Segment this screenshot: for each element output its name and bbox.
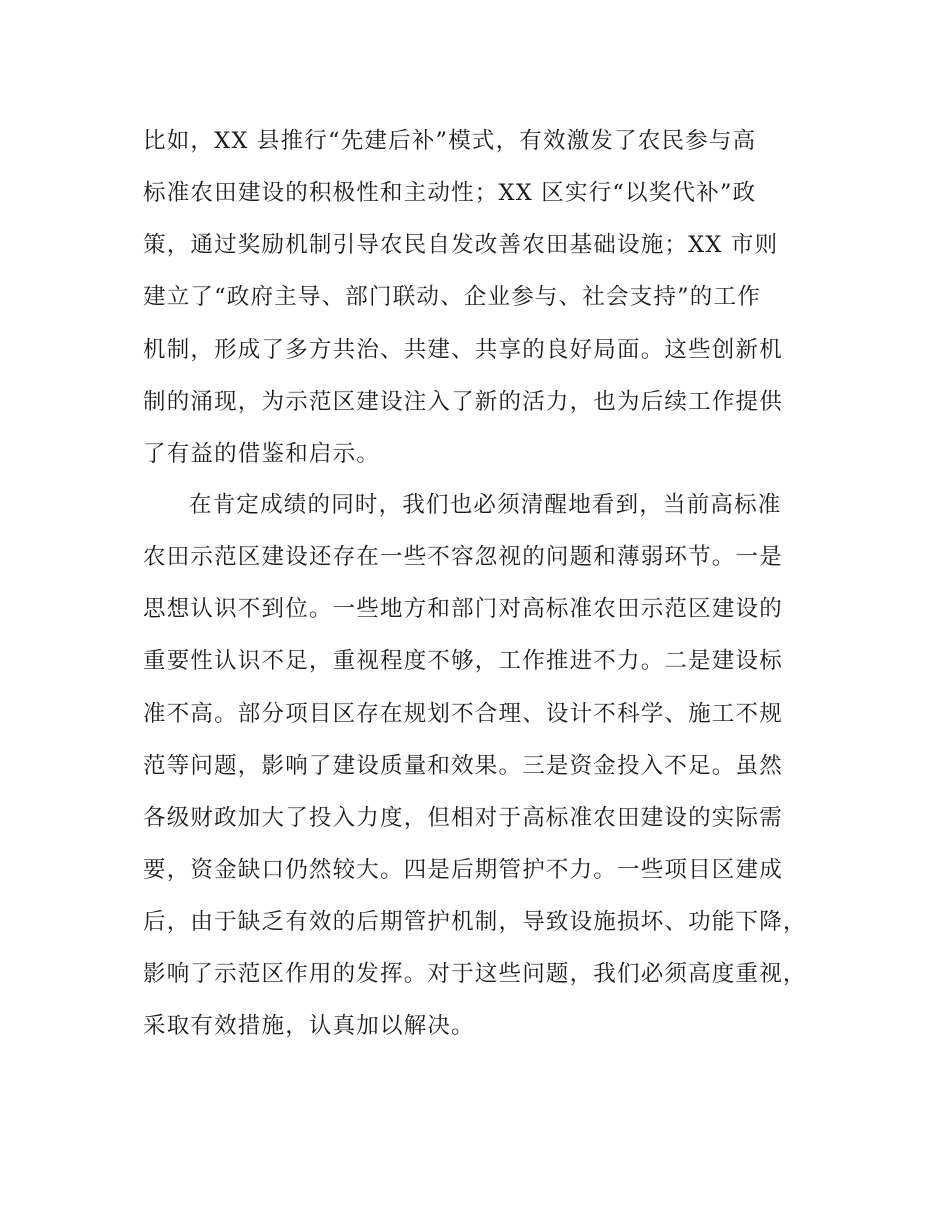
- paragraph-line: 影响了示范区作用的发挥。对于这些问题，我们必须高度重视，: [143, 961, 807, 987]
- paragraph-line: 在肯定成绩的同时，我们也必须清醒地看到，当前高标准: [189, 492, 782, 518]
- paragraph-line: 机制，形成了多方共治、共建、共享的良好局面。这些创新机: [143, 337, 783, 363]
- paragraph-line: 采取有效措施，认真加以解决。: [143, 1013, 475, 1039]
- paragraph-line: 比如，XX 县推行“先建后补”模式，有效激发了农民参与高: [143, 128, 757, 154]
- paragraph-line: 标准农田建设的积极性和主动性；XX 区实行“以奖代补”政: [143, 180, 757, 206]
- paragraph-line: 范等问题，影响了建设质量和效果。三是资金投入不足。虽然: [143, 753, 783, 779]
- paragraph-line: 策，通过奖励机制引导农民自发改善农田基础设施；XX 市则: [143, 232, 779, 258]
- paragraph-line: 要，资金缺口仍然较大。四是后期管护不力。一些项目区建成: [143, 857, 783, 883]
- paragraph-line: 思想认识不到位。一些地方和部门对高标准农田示范区建设的: [143, 596, 783, 622]
- paragraph-line: 农田示范区建设还存在一些不容忽视的问题和薄弱环节。一是: [143, 544, 783, 570]
- paragraph-line: 建立了“政府主导、部门联动、企业参与、社会支持”的工作: [143, 284, 761, 310]
- paragraph-line: 重要性认识不足，重视程度不够，工作推进不力。二是建设标: [143, 648, 783, 674]
- paragraph-line: 准不高。部分项目区存在规划不合理、设计不科学、施工不规: [143, 701, 783, 727]
- paragraph-line: 制的涌现，为示范区建设注入了新的活力，也为后续工作提供: [143, 389, 783, 415]
- paragraph-line: 各级财政加大了投入力度，但相对于高标准农田建设的实际需: [143, 805, 783, 831]
- paragraph-line: 后，由于缺乏有效的后期管护机制，导致设施损坏、功能下降，: [143, 909, 807, 935]
- paragraph-line: 了有益的借鉴和启示。: [143, 441, 381, 467]
